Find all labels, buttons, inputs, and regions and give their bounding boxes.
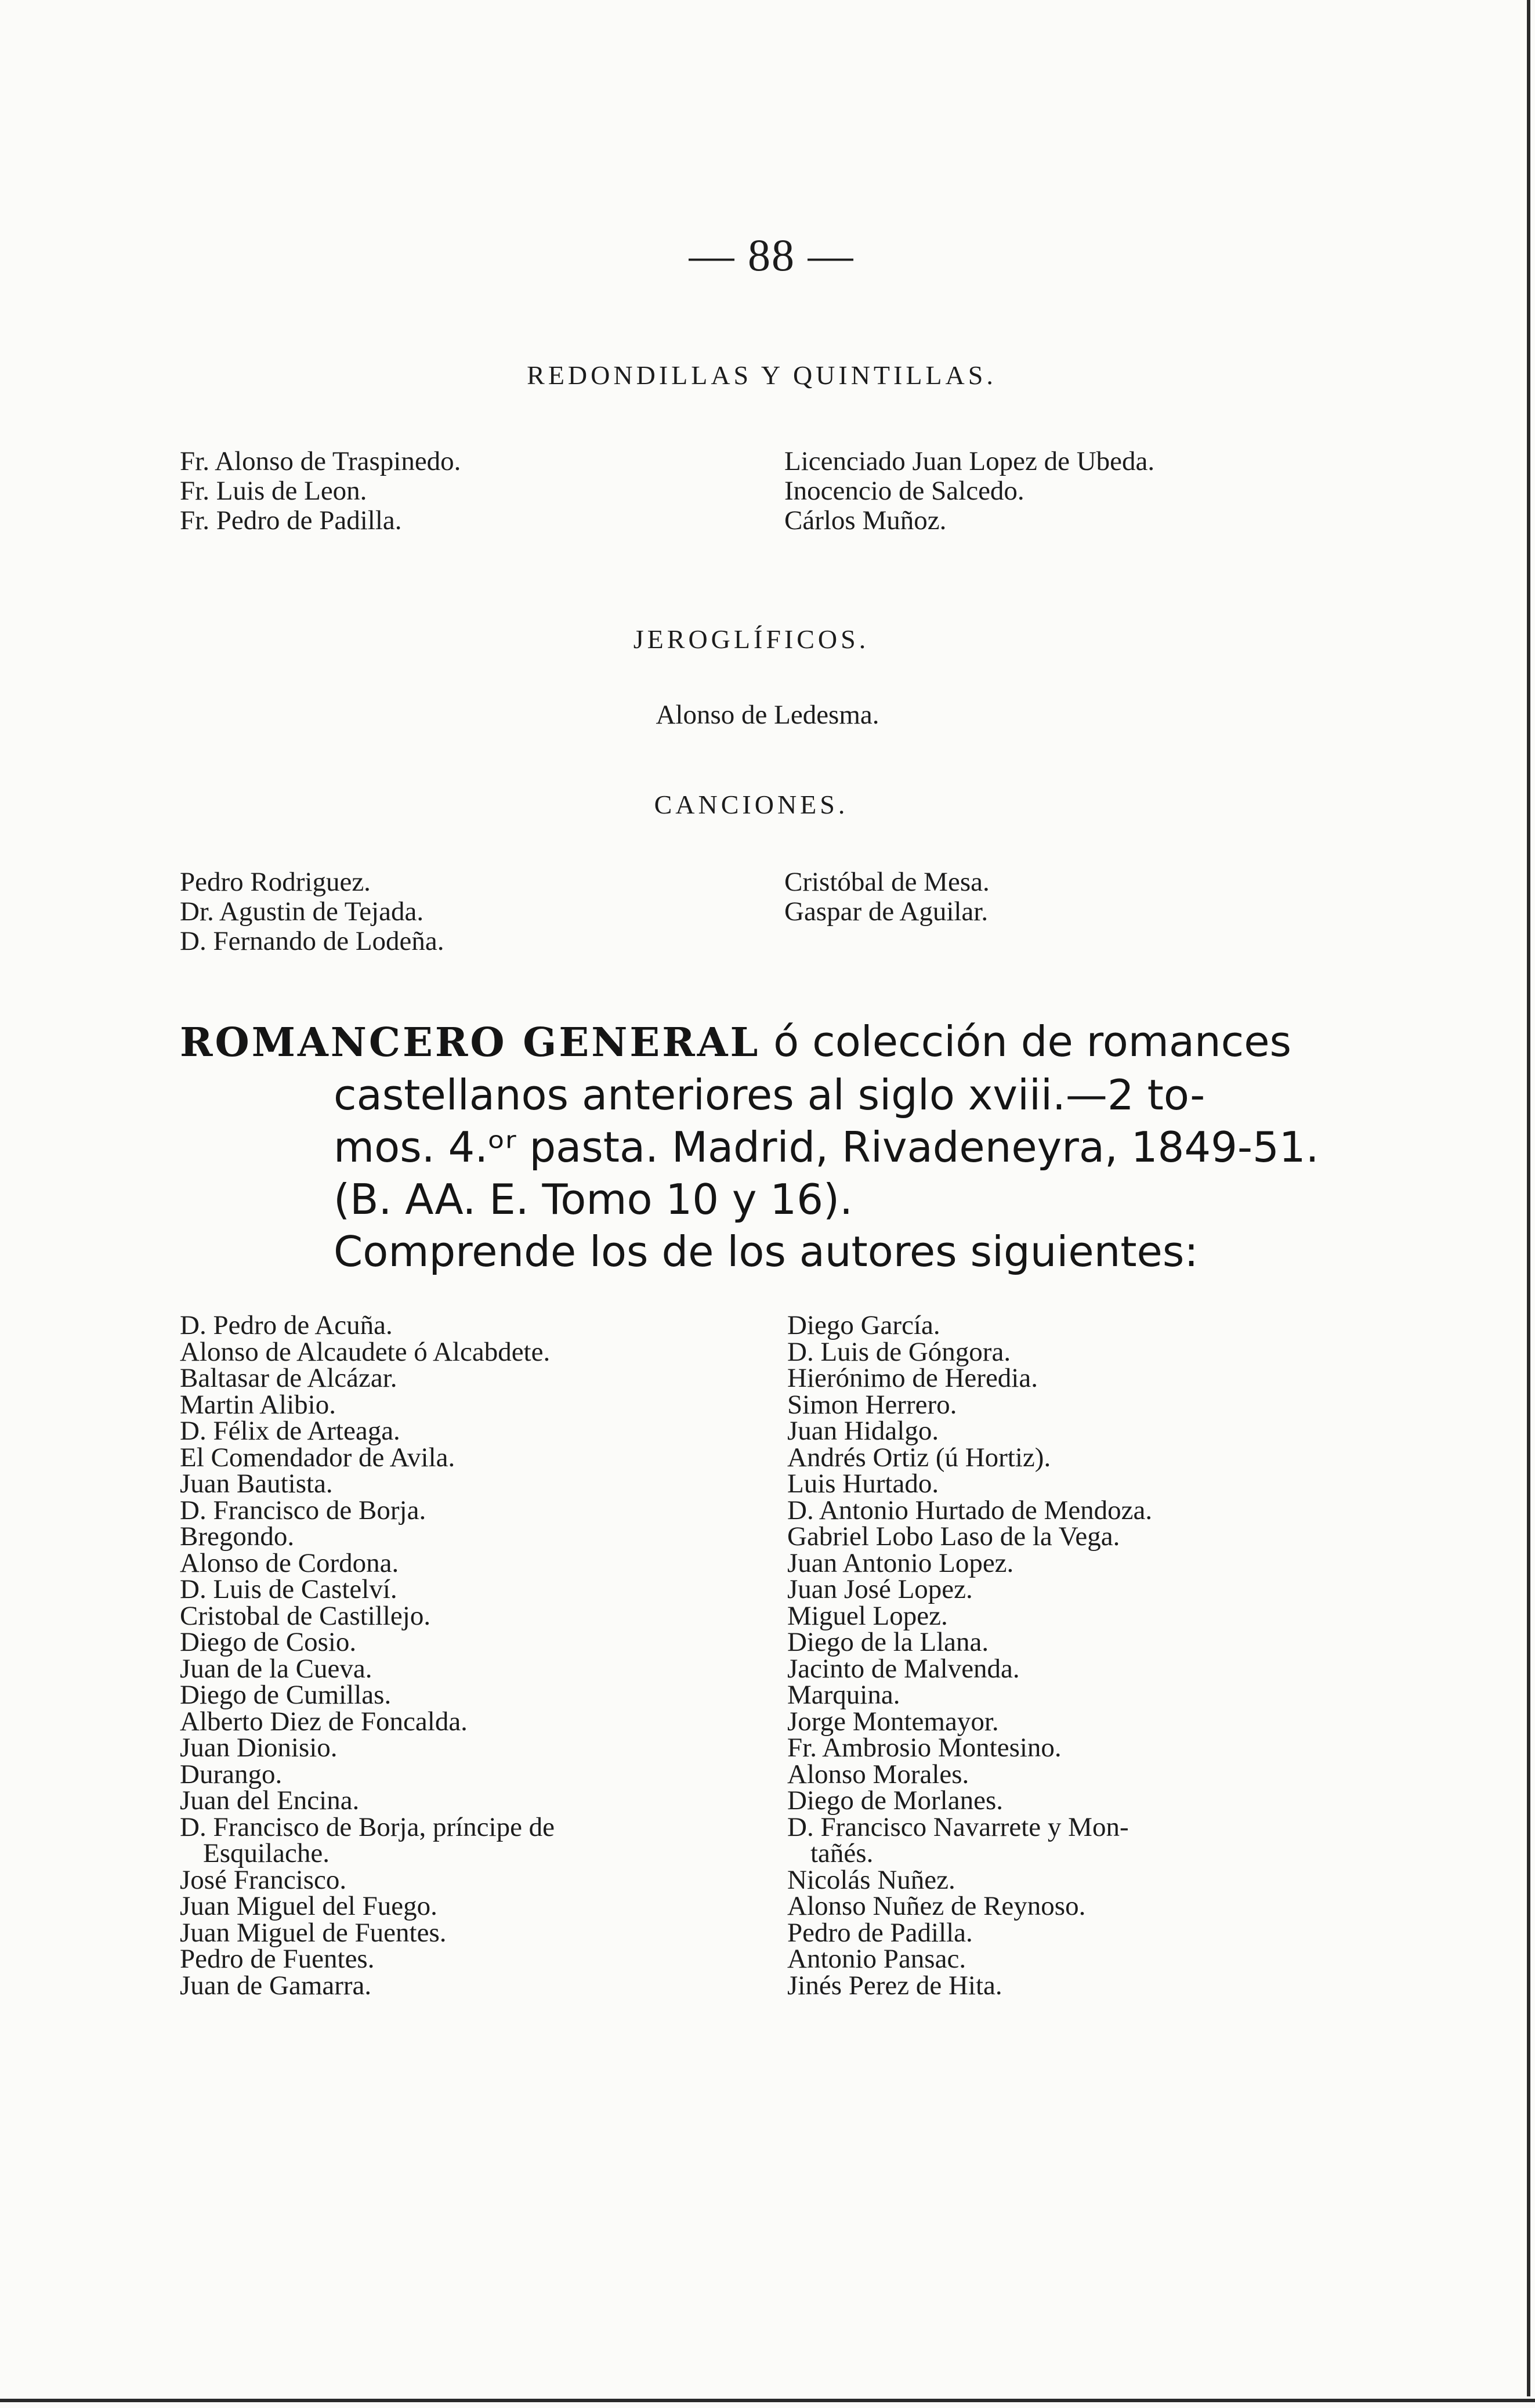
author-entry: José Francisco. <box>180 1864 347 1895</box>
author-entry: D. Francisco Navarrete y Mon- <box>787 1812 1129 1842</box>
author-entry: Diego de la Llana. <box>787 1627 989 1657</box>
author-entry: D. Luis de Góngora. <box>787 1336 1011 1367</box>
author-entry: D. Luis de Castelví. <box>180 1574 397 1604</box>
entry-line: Comprende los de los autores siguientes: <box>334 1227 1199 1276</box>
author-entry: Andrés Ortiz (ú Hortiz). <box>787 1442 1051 1473</box>
author-entry: Fr. Luis de Leon. <box>180 476 367 506</box>
redondillas-left-column <box>180 447 461 536</box>
author-entry: Cárlos Muñoz. <box>784 505 947 536</box>
author-entry: Fr. Pedro de Padilla. <box>180 505 402 536</box>
author-entry: Nicolás Nuñez. <box>787 1864 955 1895</box>
author-entry: Cristóbal de Mesa. <box>784 867 990 897</box>
author-entry: Diego de Morlanes. <box>787 1785 1003 1816</box>
author-entry: Miguel Lopez. <box>787 1600 948 1631</box>
author-entry: Durango. <box>180 1759 283 1789</box>
author-entry: D. Francisco de Borja. <box>180 1495 426 1525</box>
author-entry: Antonio Pansac. <box>787 1944 966 1974</box>
author-entry: Cristobal de Castillejo. <box>180 1600 431 1631</box>
author-entry: Bregondo. <box>180 1521 295 1552</box>
author-entry: Juan del Encina. <box>180 1785 360 1816</box>
page-border-bottom <box>0 2399 1535 2402</box>
author-entry: Fr. Ambrosio Montesino. <box>787 1733 1062 1763</box>
author-entry: Pedro Rodriguez. <box>180 867 371 897</box>
author-entry: Alonso Nuñez de Reynoso. <box>787 1891 1086 1921</box>
author-entry: Simon Herrero. <box>787 1389 957 1420</box>
author-entry: Juan de la Cueva. <box>180 1653 372 1684</box>
author-entry: Pedro de Fuentes. <box>180 1944 375 1974</box>
author-entry: D. Félix de Arteaga. <box>180 1416 400 1446</box>
author-entry: Alberto Diez de Foncalda. <box>180 1706 468 1737</box>
author-entry: Marquina. <box>787 1680 900 1710</box>
author-entry: Jacinto de Malvenda. <box>787 1653 1020 1684</box>
author-entry: Diego de Cosio. <box>180 1627 357 1657</box>
author-entry: Diego de Cumillas. <box>180 1680 392 1710</box>
bibliography-entry <box>180 1015 1369 1278</box>
author-entry: Hierónimo de Heredia. <box>787 1363 1038 1393</box>
redondillas-right-column <box>784 447 1154 536</box>
section-heading-canciones: CANCIONES. <box>654 790 849 819</box>
author-entry: Pedro de Padilla. <box>787 1917 973 1948</box>
author-entry: Diego García. <box>787 1310 940 1340</box>
author-entry: Jinés Perez de Hita. <box>787 1970 1002 2001</box>
entry-text: ó colección de romances <box>760 1017 1292 1066</box>
author-entry-continuation: Esquilache. <box>203 1838 330 1868</box>
authors-right-column <box>787 1310 1153 2001</box>
author-entry: D. Pedro de Acuña. <box>180 1310 393 1340</box>
author-entry: Alonso Morales. <box>787 1759 969 1789</box>
author-entry: Luis Hurtado. <box>787 1469 939 1499</box>
page-number: — 88 — <box>689 230 855 280</box>
author-entry: Juan José Lopez. <box>787 1574 973 1604</box>
author-entry: Inocencio de Salcedo. <box>784 476 1024 506</box>
section-heading-redondillas: REDONDILLAS Y QUINTILLAS. <box>527 360 997 390</box>
author-entry: Alonso de Cordona. <box>180 1548 399 1578</box>
author-entry: Dr. Agustin de Tejada. <box>180 896 424 927</box>
author-entry: Juan Dionisio. <box>180 1733 338 1763</box>
author-entry: Martin Alibio. <box>180 1389 336 1420</box>
author-entry: Juan Antonio Lopez. <box>787 1548 1014 1578</box>
jeroglificos-author: Alonso de Ledesma. <box>656 700 879 730</box>
author-entry: Licenciado Juan Lopez de Ubeda. <box>784 446 1155 476</box>
author-entry: Gabriel Lobo Laso de la Vega. <box>787 1521 1120 1552</box>
author-entry: D. Fernando de Lodeña. <box>180 926 444 956</box>
entry-title: ROMANCERO GENERAL <box>180 1019 761 1066</box>
author-entry: Juan Miguel de Fuentes. <box>180 1917 447 1948</box>
author-entry: Juan Miguel del Fuego. <box>180 1891 437 1921</box>
author-entry: D. Francisco de Borja, príncipe de <box>180 1812 555 1842</box>
author-entry-continuation: tañés. <box>810 1838 874 1868</box>
entry-line: castellanos anteriores al siglo xviii.—2 to- <box>334 1071 1205 1119</box>
entry-line: mos. 4.ᵒʳ pasta. Madrid, Rivadeneyra, 1849-51. <box>334 1123 1319 1172</box>
author-entry: Alonso de Alcaudete ó Alcabdete. <box>180 1336 551 1367</box>
author-entry: El Comendador de Avila. <box>180 1442 455 1473</box>
author-entry: Gaspar de Aguilar. <box>784 896 989 927</box>
author-entry: Fr. Alonso de Traspinedo. <box>180 446 461 476</box>
author-entry: Juan de Gamarra. <box>180 1970 372 2001</box>
author-entry: Jorge Montemayor. <box>787 1706 999 1737</box>
author-entry: Juan Bautista. <box>180 1469 333 1499</box>
entry-line <box>180 1015 1369 1069</box>
section-heading-jeroglificos: JEROGLÍFICOS. <box>633 624 870 654</box>
author-entry: D. Antonio Hurtado de Mendoza. <box>787 1495 1153 1525</box>
entry-line: (B. AA. E. Tomo 10 y 16). <box>334 1175 853 1224</box>
author-entry: Juan Hidalgo. <box>787 1416 939 1446</box>
canciones-right-column <box>784 867 990 927</box>
author-entry: Baltasar de Alcázar. <box>180 1363 397 1393</box>
canciones-left-column <box>180 867 444 956</box>
authors-left-column <box>180 1310 555 2001</box>
